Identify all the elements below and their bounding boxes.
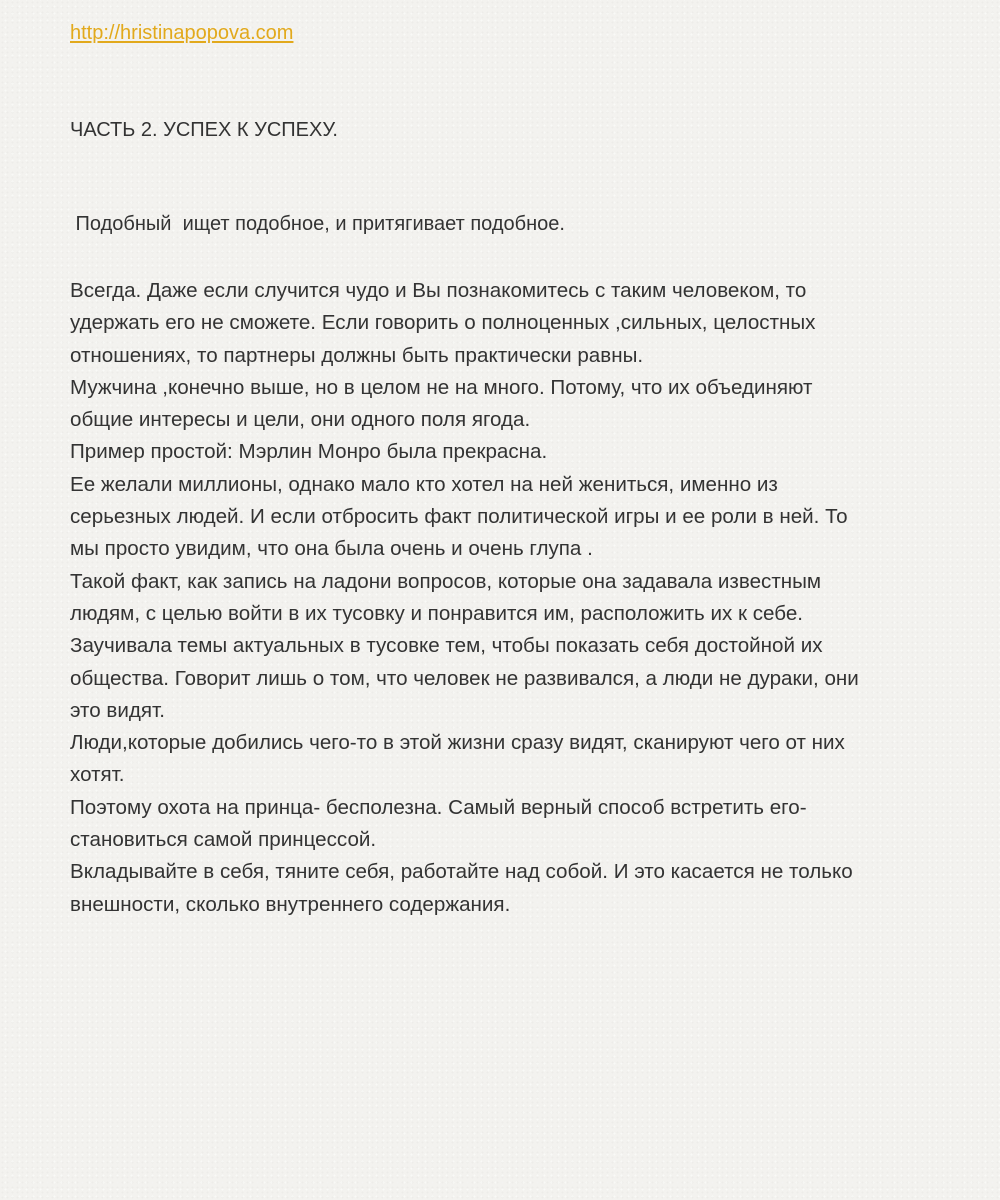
text-line: хотят. [70, 763, 125, 787]
text-line: Люди,которые добились чего-то в этой жизни сразу видят, сканируют чего от них [70, 731, 845, 755]
text-line: становиться самой принцессой. [70, 828, 377, 852]
body-text [70, 275, 950, 921]
text-line: внешности, сколько внутреннего содержания. [70, 892, 511, 916]
text-line: общества. Говорит лишь о том, что человек не развивался, а люди не дураки, они [70, 666, 859, 690]
text-line: серьезных людей. И если отбросить факт политической игры и ее роли в ней. То [70, 505, 848, 529]
text-line: удержать его не сможете. Если говорить о полноценных ,сильных, целостных [70, 311, 816, 335]
text-line: это видят. [70, 698, 165, 722]
text-line: Такой факт, как запись на ладони вопросов, которые она задавала известным [70, 569, 822, 593]
text-line: Заучивала темы актуальных в тусовке тем, чтобы показать себя достойной их [70, 634, 823, 658]
text-line: мы просто увидим, что она была очень и очень глупа . [70, 537, 593, 561]
text-line: отношениях, то партнеры должны быть практически равны. [70, 343, 644, 367]
text-line: Пример простой: Мэрлин Монро была прекрасна. [70, 440, 548, 464]
text-line: Ее желали миллионы, однако мало кто хотел на ней жениться, именно из [70, 472, 778, 496]
text-line: Поэтому охота на принца- бесполезна. Самый верный способ встретить его- [70, 795, 807, 819]
website-link[interactable]: http://hristinapopova.com [70, 22, 294, 44]
text-line: людям, с целью войти в их тусовку и понравится им, расположить их к себе. [70, 601, 803, 625]
text-line: общие интересы и цели, они одного поля ягода. [70, 408, 531, 432]
lead-quote: Подобный ищет подобное, и притягивает подобное. [70, 213, 565, 235]
part-heading: ЧАСТЬ 2. УСПЕХ К УСПЕХУ. [70, 119, 338, 141]
text-line: Всегда. Даже если случится чудо и Вы познакомитесь с таким человеком, то [70, 279, 807, 302]
text-line: Вкладывайте в себя, тяните себя, работайте над собой. И это касается не только [70, 860, 853, 884]
text-line: Мужчина ,конечно выше, но в целом не на много. Потому, что их объединяют [70, 375, 813, 399]
